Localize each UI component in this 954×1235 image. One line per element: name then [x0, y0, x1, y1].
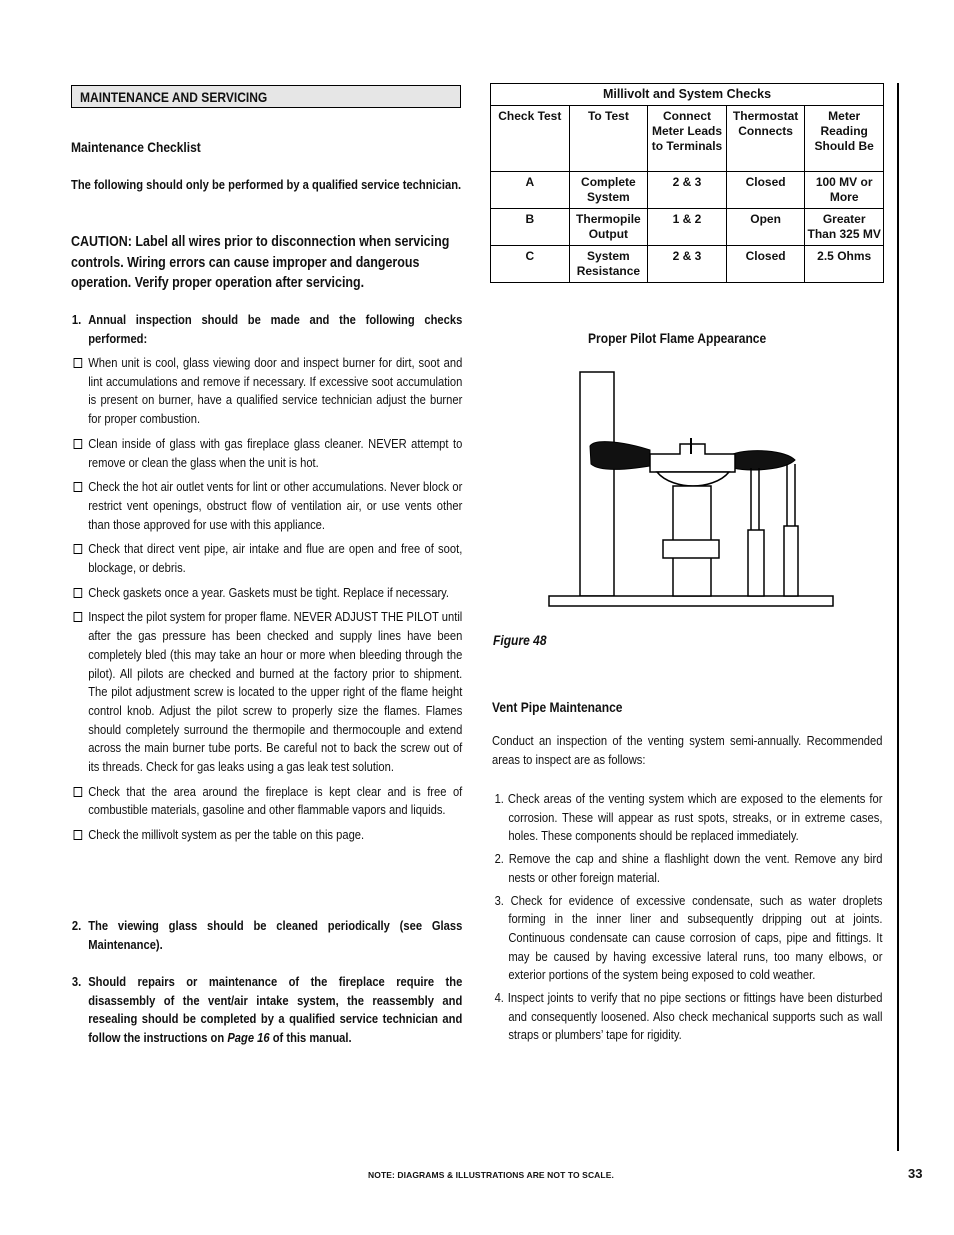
- checklist-item: [71, 783, 462, 820]
- caution-text: CAUTION: Label all wires prior to disconnection when servicing controls. Wiring errors can cause improper and dangerous operation. Verify proper operation after servicing.: [71, 234, 450, 291]
- table-cell: B: [491, 209, 570, 246]
- vent-list-block: [492, 790, 882, 1049]
- thermopile-body: [784, 526, 798, 596]
- table-cell: 2 & 3: [648, 246, 727, 283]
- step-3: [71, 973, 462, 1048]
- table-header-row: [491, 106, 884, 172]
- step-2-item: [71, 917, 462, 954]
- checklist-item: [71, 608, 462, 776]
- checklist-item-text: Clean inside of glass with gas fireplace glass cleaner. NEVER attempt to remove or clean the glass when the unit is hot.: [88, 435, 463, 470]
- checkbox-icon: [74, 612, 83, 622]
- checkbox-icon: [74, 830, 83, 840]
- page-number: 33: [908, 1166, 923, 1181]
- step-1-item: [71, 311, 462, 348]
- vent-item: 3. Check for evidence of excessive condensate, such as water droplets forming in the inner liner and subsequently dripping out at joints. Continuous condensate can cause corrosion of caps, pipe and fittings. It may be caused by having excessive lateral runs, too many elbows, or exterior portions of the system being exposed to cold weather.: [494, 892, 883, 983]
- step-1-text: Annual inspection should be made and the following checks performed:: [88, 312, 463, 346]
- checklist-item: [71, 540, 462, 577]
- vent-intro: Conduct an inspection of the venting system semi-annually. Recommended areas to inspect are as follows:: [492, 733, 883, 767]
- checklist-heading: Maintenance Checklist: [71, 139, 201, 155]
- step-2-number: 2.: [71, 918, 82, 933]
- step-3-number: 3.: [71, 974, 82, 989]
- table-header: Connect Meter Leads to Terminals: [648, 106, 727, 172]
- checklist-item-text: Check that the area around the fireplace is kept clear and is free of combustible materials, gasoline and other flammable vapors and liquids.: [88, 783, 463, 818]
- base-plate: [549, 596, 833, 606]
- table-cell: System Resistance: [569, 246, 648, 283]
- checklist: [71, 354, 462, 851]
- checklist-item: [71, 354, 462, 429]
- table-caption: Millivolt and System Checks: [491, 84, 884, 106]
- table-cell: 1 & 2: [648, 209, 727, 246]
- table-cell: 2 & 3: [648, 172, 727, 209]
- pilot-collar: [663, 540, 719, 558]
- page-reference: Page 16: [227, 1030, 270, 1046]
- checklist-item: [71, 584, 462, 603]
- table-header: Thermostat Connects: [726, 106, 805, 172]
- caution-block: [71, 232, 462, 294]
- millivolt-table: [490, 83, 884, 283]
- step-1-number: 1.: [71, 312, 82, 327]
- figure-title: Proper Pilot Flame Appearance: [588, 330, 767, 346]
- checklist-item: [71, 478, 462, 534]
- checkbox-icon: [74, 588, 83, 598]
- table-cell: Closed: [726, 172, 805, 209]
- vent-item: 1. Check areas of the venting system which are exposed to the elements for corrosion. These will appear as rust spots, streaks, or in extreme cases, holes. These components should be replaced immediately.: [494, 791, 883, 844]
- table-cell: Complete System: [569, 172, 648, 209]
- step-2-text: The viewing glass should be cleaned periodically (see Glass Maintenance).: [88, 918, 463, 952]
- checkbox-icon: [74, 358, 83, 368]
- table-header: Meter Reading Should Be: [805, 106, 884, 172]
- vent-item: 2. Remove the cap and shine a flashlight down the vent. Remove any bird nests or other foreign material.: [494, 851, 883, 885]
- qualified-note: The following should only be performed by a qualified service technician.: [71, 177, 462, 192]
- table-row: [491, 246, 884, 283]
- vent-intro-block: [492, 732, 882, 769]
- checklist-item-text: When unit is cool, glass viewing door and inspect burner for dirt, soot and lint accumulations and remove if necessary. If excessive soot accumulation is present on burner, have a qualified service technician adjust the burner for proper combustion.: [88, 355, 463, 427]
- table-row: [491, 209, 884, 246]
- checkbox-icon: [74, 439, 83, 449]
- vent-item: 4. Inspect joints to verify that no pipe sections or fittings have been disturbed and consequently loosened. Also check mechanical supports such as wall straps or plumbers’ tape for rigidity.: [494, 990, 883, 1043]
- pilot-hood: [650, 444, 735, 472]
- step-3-item: [71, 973, 462, 1048]
- checkbox-icon: [74, 787, 83, 797]
- right-margin-rule: [897, 83, 899, 1151]
- right-flame: [733, 451, 795, 470]
- footer-note: NOTE: DIAGRAMS & ILLUSTRATIONS ARE NOT TO SCALE.: [368, 1170, 614, 1180]
- table-cell: 100 MV or More: [805, 172, 884, 209]
- left-flame: [590, 442, 650, 470]
- step-3-text-end: of this manual.: [269, 1030, 352, 1046]
- step-1: [71, 311, 462, 348]
- checklist-item: [71, 435, 462, 472]
- table-header: To Test: [569, 106, 648, 172]
- table-cell: Greater Than 325 MV: [805, 209, 884, 246]
- pilot-flame-illustration: [545, 368, 840, 612]
- qualified-note-block: [71, 176, 462, 195]
- step-3-text: Should repairs or maintenance of the fireplace require the disassembly of the vent/air intake system, the reassembly and resealing should be completed by a qualified service technician and follow the instructions on: [88, 974, 463, 1046]
- checklist-item: [71, 826, 462, 845]
- checklist-item-text: Inspect the pilot system for proper flame. NEVER ADJUST THE PILOT until after the gas pressure has been checked and supply lines have been completely bled (this may take an hour or more when bleeding through the pilot). All pilots are checked and burned at the factory prior to shipment. The pilot adjustment screw is located to the upper right of the flame height control knob. Adjust the pilot screw to properly size the flames. Flames should completely surround the thermopile and thermocouple and extend across the main burner tube ports. Be careful not to back the screw out of its threads. Check for gas leaks using a gas leak test solution.: [88, 609, 463, 775]
- section-header: [71, 85, 461, 108]
- figure-caption: Figure 48: [493, 632, 547, 648]
- checklist-item-text: Check the hot air outlet vents for lint or other accumulations. Never block or restrict vent openings, obstruct flow of ventilation air, or use vents other than those approved for use with this appliance.: [88, 479, 463, 532]
- checklist-item-text: Check gaskets once a year. Gaskets must be tight. Replace if necessary.: [88, 584, 450, 600]
- pilot-bowl: [657, 472, 729, 486]
- table-cell: Thermopile Output: [569, 209, 648, 246]
- checklist-item-text: Check the millivolt system as per the table on this page.: [88, 827, 365, 843]
- step-2: [71, 917, 462, 954]
- checkbox-icon: [74, 482, 83, 492]
- checkbox-icon: [74, 544, 83, 554]
- vent-heading: Vent Pipe Maintenance: [492, 699, 623, 715]
- thermocouple-body: [748, 530, 764, 596]
- table-header: Check Test: [491, 106, 570, 172]
- table-cell: 2.5 Ohms: [805, 246, 884, 283]
- table-cell: A: [491, 172, 570, 209]
- table-cell: C: [491, 246, 570, 283]
- table-cell: Closed: [726, 246, 805, 283]
- table-cell: Open: [726, 209, 805, 246]
- support-post: [580, 372, 614, 596]
- section-title: MAINTENANCE AND SERVICING: [80, 89, 268, 105]
- checklist-item-text: Check that direct vent pipe, air intake and flue are open and free of soot, blockage, or debris.: [88, 541, 463, 576]
- table-row: [491, 172, 884, 209]
